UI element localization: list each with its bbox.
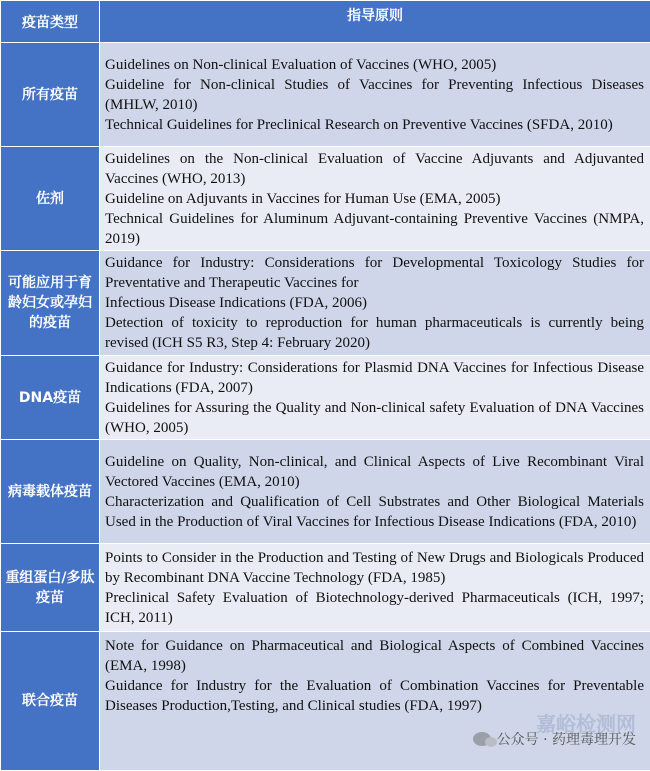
table-header-row	[1, 1, 650, 43]
guideline-item: Technical Guidelines for Aluminum Adjuvant-containing Preventive Vaccines (NMPA, 2019)	[105, 209, 644, 249]
vaccine-type-cell: 重组蛋白/多肽疫苗	[1, 544, 100, 632]
table-row	[1, 544, 650, 632]
guideline-cell	[100, 356, 650, 440]
vaccine-type-cell: 佐剂	[1, 147, 100, 251]
guideline-cell	[100, 544, 650, 632]
guideline-cell	[100, 440, 650, 544]
vaccine-type-cell: 病毒载体疫苗	[1, 440, 100, 544]
guideline-item: Guidelines on the Non-clinical Evaluation of Vaccine Adjuvants and Adjuvanted Vaccines (WHO, 2013)	[105, 149, 644, 189]
table-row	[1, 356, 650, 440]
guideline-item: Guidance for Industry for the Evaluation of Combination Vaccines for Preventable Diseases Production,Testing, and Clinical studies (FDA, 1997)	[105, 676, 644, 716]
guideline-item: Guidance for Industry: Considerations for Plasmid DNA Vaccines for Infectious Disease Indications (FDA, 2007)	[105, 358, 644, 398]
table-row	[1, 440, 650, 544]
guideline-item: Infectious Disease Indications (FDA, 2006)	[105, 293, 644, 313]
guideline-cell	[100, 251, 650, 356]
guideline-item: Guideline on Quality, Non-clinical, and Clinical Aspects of Live Recombinant Viral Vectored Vaccines (EMA, 2010)	[105, 452, 644, 492]
header-vaccine-type: 疫苗类型	[1, 1, 100, 43]
guideline-item: Guideline for Non-clinical Studies of Vaccines for Preventing Infectious Diseases (MHLW, 2010)	[105, 75, 644, 115]
header-guidelines: 指导原则	[100, 1, 650, 43]
guideline-item: Guidance for Industry: Considerations for Developmental Toxicology Studies for Preventative and Therapeutic Vaccines for	[105, 253, 644, 293]
guideline-cell	[100, 43, 650, 147]
guideline-item: Technical Guidelines for Preclinical Research on Preventive Vaccines (SFDA, 2010)	[105, 115, 644, 135]
table-row	[1, 632, 650, 771]
guideline-cell	[100, 147, 650, 251]
guideline-item: Points to Consider in the Production and Testing of New Drugs and Biologicals Produced by Recombinant DNA Vaccine Technology (FDA, 1985)	[105, 548, 644, 588]
wechat-icon	[473, 732, 491, 746]
vaccine-type-cell: 联合疫苗	[1, 632, 100, 771]
table-row	[1, 43, 650, 147]
guideline-item: Note for Guidance on Pharmaceutical and Biological Aspects of Combined Vaccines (EMA, 1998)	[105, 636, 644, 676]
table-row	[1, 147, 650, 251]
guideline-item: Preclinical Safety Evaluation of Biotechnology-derived Pharmaceuticals (ICH, 1997; ICH, 2011)	[105, 588, 644, 628]
vaccine-type-cell: 可能应用于育龄妇女或孕妇的疫苗	[1, 251, 100, 356]
guideline-item: Characterization and Qualification of Cell Substrates and Other Biological Materials Used in the Production of Viral Vaccines for Infectious Disease Indications (FDA, 2010)	[105, 492, 644, 532]
guideline-cell	[100, 632, 650, 771]
guideline-item: Guidelines for Assuring the Quality and Non-clinical safety Evaluation of DNA Vaccines (WHO, 2005)	[105, 398, 644, 438]
watermark	[473, 729, 636, 749]
vaccine-type-cell: DNA疫苗	[1, 356, 100, 440]
site-watermark: 嘉峪检测网	[536, 708, 636, 737]
channel-label: 公众号 · 药理毒理开发	[497, 729, 636, 749]
vaccine-type-cell: 所有疫苗	[1, 43, 100, 147]
guideline-item: Guidelines on Non-clinical Evaluation of Vaccines (WHO, 2005)	[105, 55, 644, 75]
guideline-item: Guideline on Adjuvants in Vaccines for Human Use (EMA, 2005)	[105, 189, 644, 209]
table-row	[1, 251, 650, 356]
guideline-item: Detection of toxicity to reproduction for human pharmaceuticals is currently being revised (ICH S5 R3, Step 4: February 2020)	[105, 313, 644, 353]
